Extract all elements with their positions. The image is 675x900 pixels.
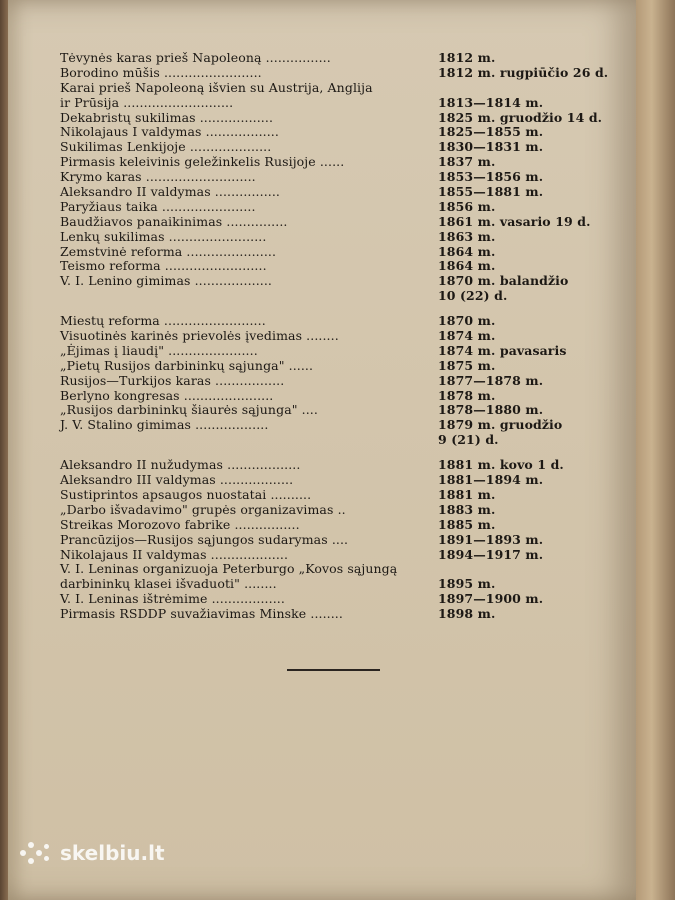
chronology-row (60, 343, 600, 358)
event-date: 1894—1917 m. (438, 546, 544, 562)
chronology-row (60, 313, 600, 328)
event-name: V. I. Leninas organizuoja Peterburgo „Kovos sąjungą (60, 561, 398, 577)
event-date: 1898 m. (438, 606, 496, 622)
event-name: „Pietų Rusijos darbininkų sąjunga" ...... (60, 357, 314, 373)
chronology-row (60, 229, 600, 244)
event-name: „Darbo išvadavimo" grupės organizavimas .. (60, 501, 346, 517)
event-date: 9 (21) d. (438, 432, 499, 448)
event-name: Pirmasis RSDDP suvažiavimas Minske ........ (60, 606, 343, 622)
watermark-text: skelbiu.lt (60, 841, 165, 865)
event-date: 1878 m. (438, 387, 496, 403)
event-name: Dekabristų sukilimas .................. (60, 109, 274, 125)
event-date: 1825 m. gruodžio 14 d. (438, 109, 603, 125)
event-name: Aleksandro II valdymas ................ (60, 184, 280, 200)
chronology-row (60, 373, 600, 388)
event-date: 1881 m. kovo 1 d. (438, 457, 564, 473)
event-name: V. I. Leninas ištrėmime .................. (60, 591, 285, 607)
event-name: Sukilimas Lenkijoje .................... (60, 139, 272, 155)
chronology-table (60, 50, 609, 622)
chronology-row (60, 472, 600, 487)
event-name: „Ėjimas į liaudį" ...................... (60, 342, 258, 358)
chronology-row (60, 258, 600, 273)
event-date: 1855—1881 m. (438, 184, 544, 200)
chronology-row (60, 417, 600, 432)
event-date: 1856 m. (438, 198, 496, 214)
event-date: 1874 m. (438, 328, 496, 344)
event-date: 1813—1814 m. (438, 94, 544, 110)
chronology-row (60, 547, 600, 562)
event-date: 1877—1878 m. (438, 372, 544, 388)
event-name: Baudžiavos panaikinimas ............... (60, 213, 288, 229)
chronology-row (60, 576, 600, 591)
event-name: Prancūzijos—Rusijos sąjungos sudarymas .... (60, 531, 349, 547)
event-name: Pirmasis keleivinis geležinkelis Rusijoje ...... (60, 154, 345, 170)
event-name: Teismo reforma ......................... (60, 258, 267, 274)
event-name: Tėvynės karas prieš Napoleoną ................ (60, 50, 331, 65)
event-date: 1878—1880 m. (438, 402, 544, 418)
event-name: ir Prūsija ........................... (60, 94, 234, 110)
chronology-row (60, 288, 600, 303)
event-name: V. I. Lenino gimimas ................... (60, 273, 273, 289)
end-divider-line (287, 669, 380, 671)
chronology-row (60, 199, 600, 214)
event-date: 1875 m. (438, 357, 496, 373)
event-name: darbininkų klasei išvaduoti" ........ (60, 576, 277, 592)
event-date: 1881 m. (438, 486, 496, 502)
event-date: 1897—1900 m. (438, 591, 544, 607)
event-name: Paryžiaus taika ....................... (60, 198, 256, 214)
event-name: Borodino mūšis ........................ (60, 64, 262, 80)
event-name: Nikolajaus II valdymas ................... (60, 546, 289, 562)
chronology-row (60, 80, 600, 95)
event-date: 10 (22) d. (438, 288, 508, 304)
event-date: 1864 m. (438, 258, 496, 274)
event-name: Visuotinės karinės prievolės įvedimas ........ (60, 328, 339, 344)
chronology-row (60, 214, 600, 229)
chronology-row (60, 532, 600, 547)
watermark (20, 842, 165, 864)
event-date: 1861 m. vasario 19 d. (438, 213, 591, 229)
chronology-row (60, 502, 600, 517)
event-date: 1881—1894 m. (438, 472, 544, 488)
event-date: 1891—1893 m. (438, 531, 544, 547)
chronology-row (60, 561, 600, 576)
chronology-row (60, 139, 600, 154)
event-name: Aleksandro III valdymas .................. (60, 472, 294, 488)
event-date: 1853—1856 m. (438, 169, 544, 185)
event-name: Zemstvinė reforma ...................... (60, 243, 277, 259)
event-date: 1825—1855 m. (438, 124, 544, 140)
event-date: 1883 m. (438, 501, 496, 517)
event-date: 1830—1831 m. (438, 139, 544, 155)
chronology-row (60, 388, 600, 403)
chronology-row (60, 169, 600, 184)
event-name: Nikolajaus I valdymas .................. (60, 124, 279, 140)
chronology-row (60, 358, 600, 373)
event-date: 1885 m. (438, 516, 496, 532)
chronology-row (60, 606, 600, 621)
chronology-row (60, 109, 603, 125)
event-name: Miestų reforma ......................... (60, 313, 266, 329)
event-date: 1870 m. balandžio (438, 273, 569, 289)
event-date: 1812 m. rugpiūčio 26 d. (438, 64, 609, 80)
chronology-row (60, 591, 600, 606)
chronology-row (60, 50, 600, 65)
event-name: Karai prieš Napoleoną išvien su Austrija, Anglija (60, 79, 373, 95)
chronology-row (60, 154, 600, 169)
chronology-row (60, 244, 600, 259)
event-date: 1812 m. (438, 50, 496, 65)
dots-logo-icon (20, 842, 54, 864)
event-date: 1879 m. gruodžio (438, 417, 563, 433)
event-name: Lenkų sukilimas ........................ (60, 228, 267, 244)
chronology-row (60, 124, 600, 139)
chronology-row (60, 432, 600, 447)
event-date: 1874 m. pavasaris (438, 342, 567, 358)
page-stack-edge (636, 0, 675, 900)
chronology-row (60, 64, 609, 80)
event-name: J. V. Stalino gimimas .................. (60, 417, 269, 433)
event-name: Berlyno kongresas ...................... (60, 387, 274, 403)
chronology-row (60, 95, 600, 110)
event-name: Streikas Morozovo fabrike ................ (60, 516, 300, 532)
event-name: „Rusijos darbininkų šiaurės sąjunga" .... (60, 402, 318, 418)
event-name: Krymo karas ........................... (60, 169, 256, 185)
event-date: 1863 m. (438, 228, 496, 244)
chronology-row (60, 184, 600, 199)
event-name: Rusijos—Turkijos karas ................. (60, 372, 285, 388)
chronology-row (60, 517, 600, 532)
event-date: 1895 m. (438, 576, 496, 592)
event-name: Aleksandro II nužudymas .................. (60, 457, 301, 473)
chronology-row (60, 487, 600, 502)
event-name: Sustiprintos apsaugos nuostatai .......... (60, 486, 312, 502)
chronology-row (60, 328, 600, 343)
chronology-row (60, 402, 600, 417)
event-date: 1870 m. (438, 313, 496, 329)
chronology-row (60, 457, 600, 472)
event-date: 1864 m. (438, 243, 496, 259)
chronology-row (60, 273, 600, 288)
event-date: 1837 m. (438, 154, 496, 170)
